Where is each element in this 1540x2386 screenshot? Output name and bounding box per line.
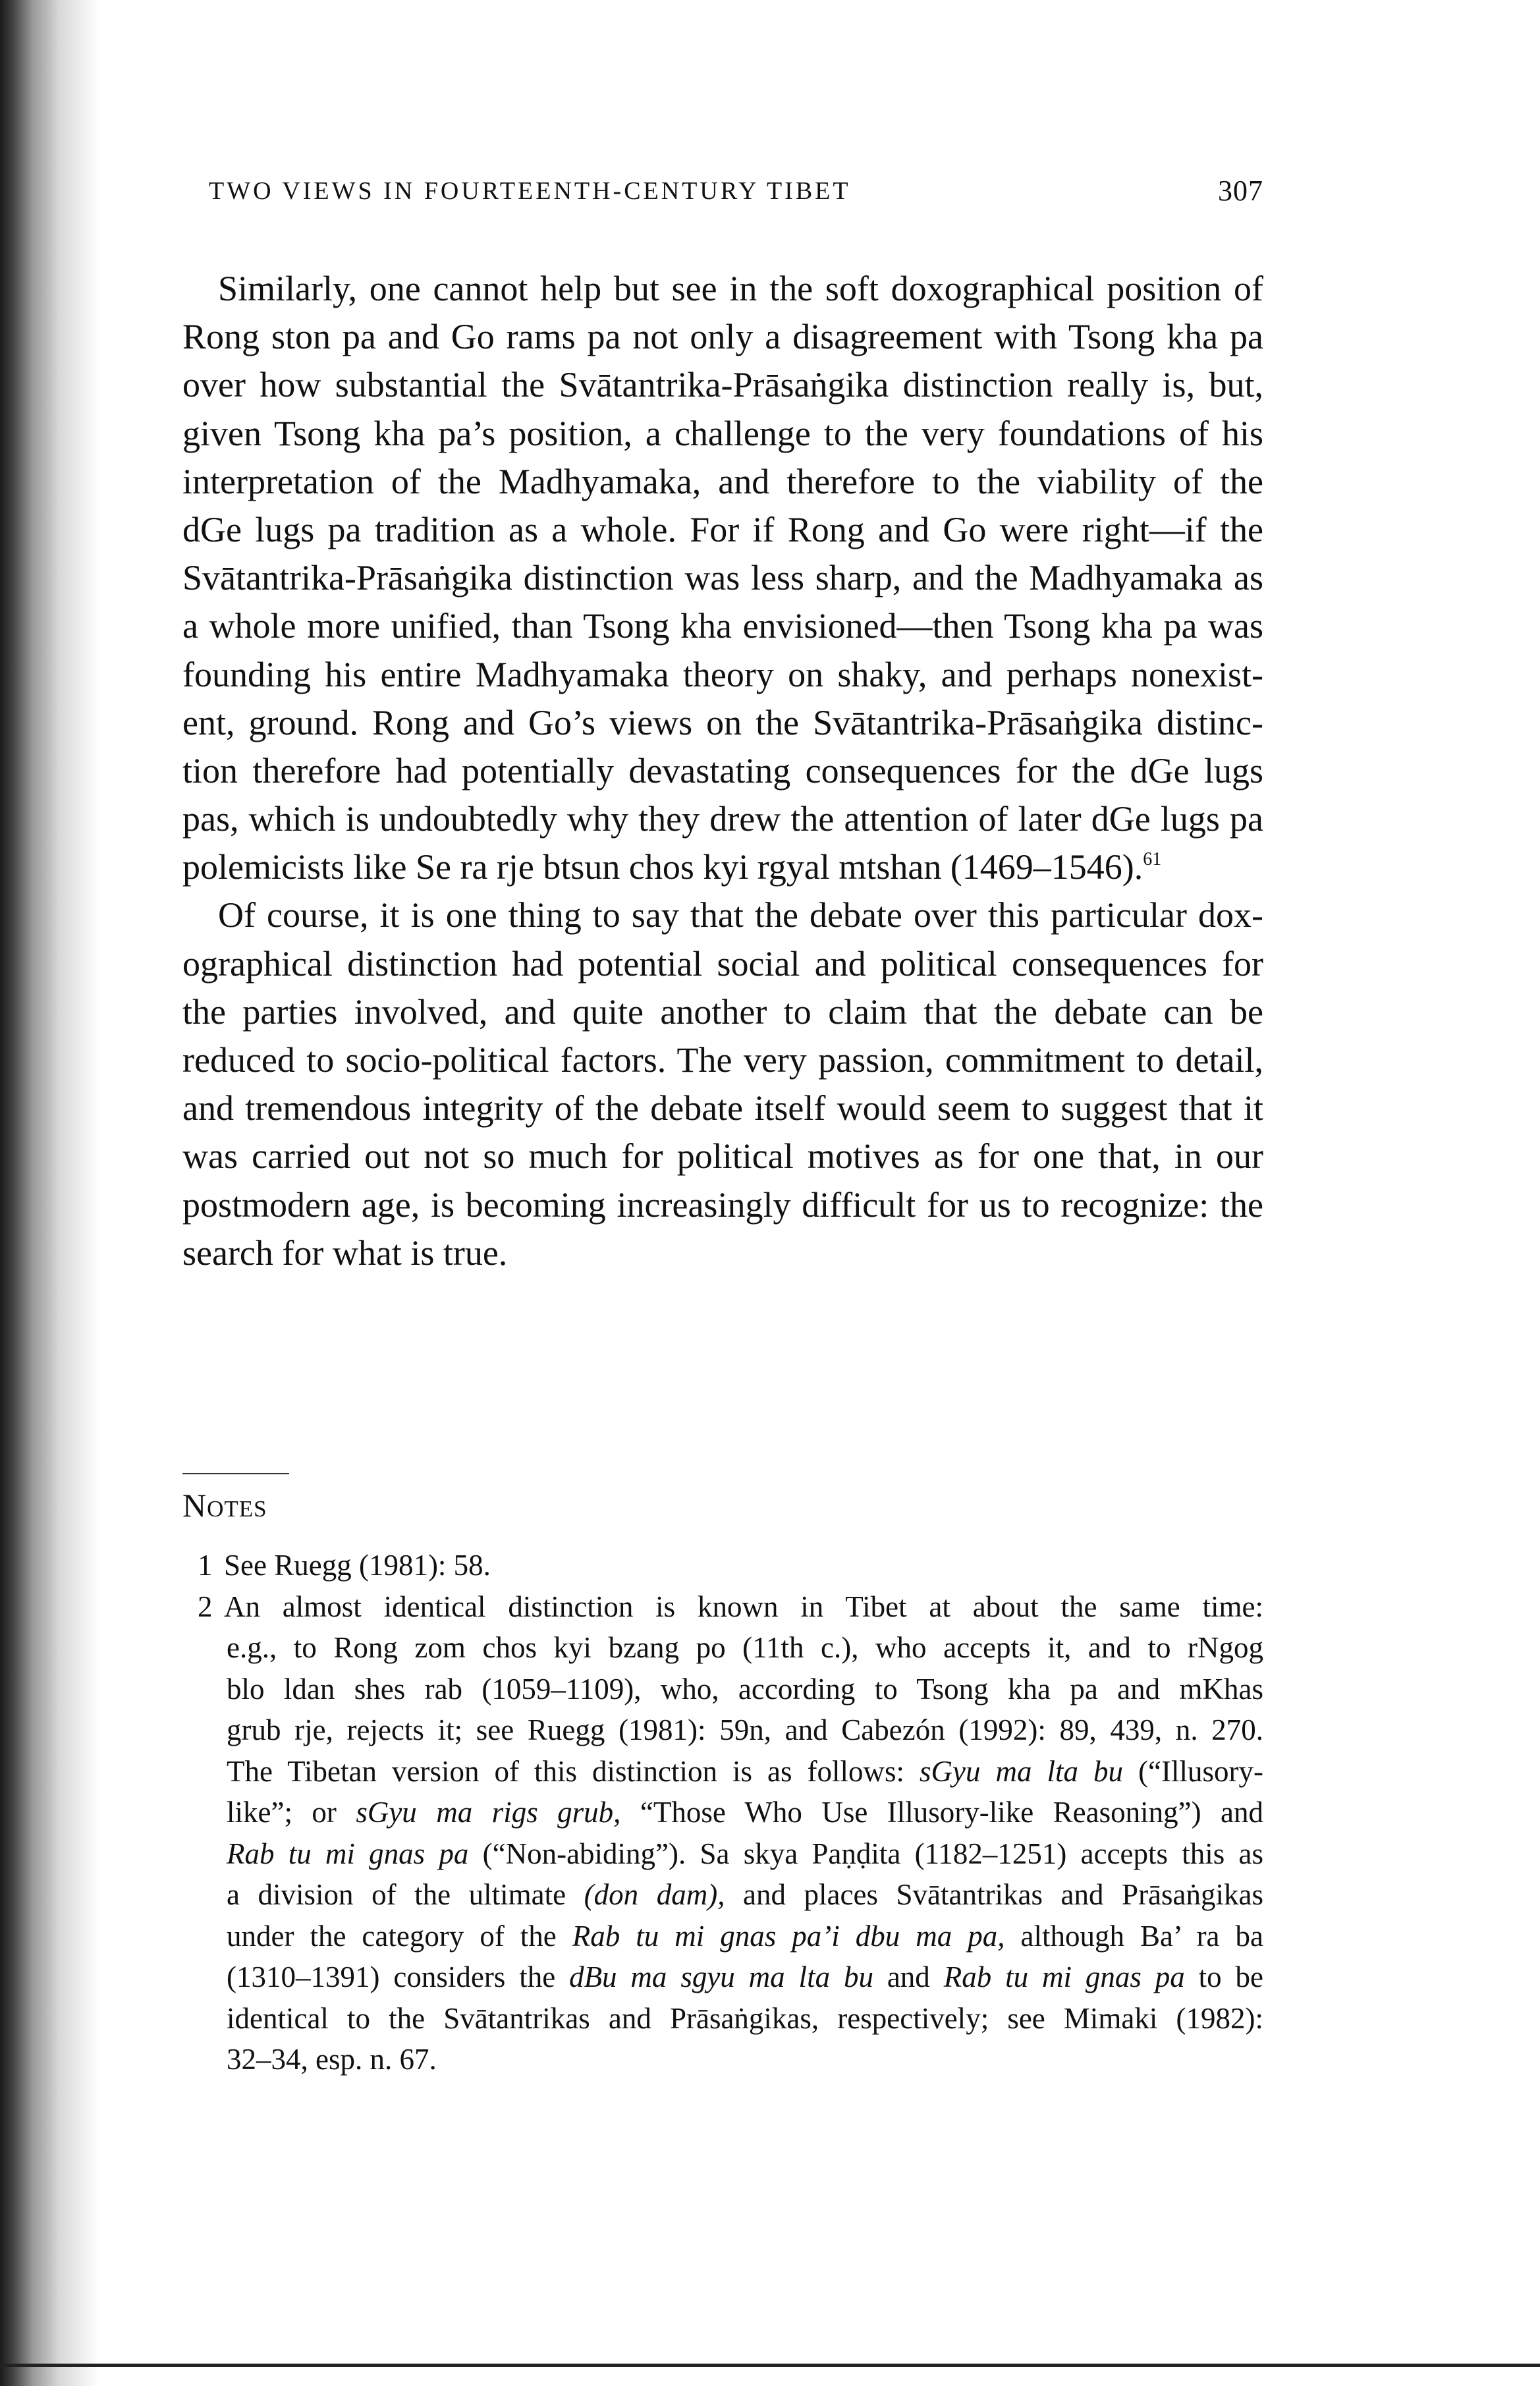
- footnote-line: [198, 1874, 1263, 1916]
- footnote-reference: 61: [1143, 849, 1162, 870]
- body-text: [182, 265, 1263, 1277]
- text-line: [182, 988, 1263, 1036]
- line-text: and tremendous integrity of the debate itself would seem to suggest that it: [182, 1088, 1263, 1128]
- line-text: a whole more unified, than Tsong kha envisioned—then Tsong kha pa was: [182, 606, 1263, 646]
- text-line: [182, 458, 1263, 506]
- notes-heading: Notes: [182, 1487, 267, 1524]
- text-line: [182, 1084, 1263, 1132]
- line-text: Rong ston pa and Go rams pa not only a disagreement with Tsong kha pa: [182, 317, 1263, 357]
- text-line: [182, 313, 1263, 361]
- italic-term: Rab tu mi gnas pa’i dbu ma pa,: [572, 1919, 1005, 1953]
- footnote-item: [198, 1545, 1263, 1586]
- line-text: pas, which is undoubtedly why they drew the attention of later dGe lugs pa: [182, 799, 1263, 839]
- footnote-text: (“Non-abiding”). Sa skya Paṇḍita (1182–1251) accepts this as: [468, 1837, 1263, 1870]
- footnote-line: [198, 1627, 1263, 1669]
- line-text: ent, ground. Rong and Go’s views on the Svātantrika-Prāsaṅgika distinc-: [182, 702, 1263, 742]
- line-text: ographical distinction had potential social and political consequences for: [182, 943, 1263, 984]
- footnote-line: [198, 1751, 1263, 1792]
- text-line: [182, 602, 1263, 650]
- line-text: tion therefore had potentially devastating consequences for the dGe lugs: [182, 750, 1263, 791]
- line-text: given Tsong kha pa’s position, a challenge to the very foundations of his: [182, 413, 1263, 453]
- footnote-text: like”; or: [227, 1796, 356, 1829]
- footnote-text: to be: [1184, 1960, 1263, 1993]
- line-text: Svātantrika-Prāsaṅgika distinction was less sharp, and the Madhyamaka as: [182, 558, 1263, 598]
- footnote-text: and places Svātantrikas and Prāsaṅgikas: [725, 1878, 1263, 1911]
- text-line: [182, 410, 1263, 458]
- line-text: dGe lugs pa tradition as a whole. For if Rong and Go were right—if the: [182, 509, 1263, 549]
- line-text: interpretation of the Madhyamaka, and therefore to the viability of the: [182, 461, 1263, 501]
- footnote-text: 32–34, esp. n. 67.: [227, 2043, 437, 2076]
- italic-term: sGyu ma lta bu: [920, 1754, 1124, 1788]
- footnote-text: See Ruegg (1981): 58.: [224, 1549, 491, 1582]
- text-line: [182, 891, 1263, 939]
- text-line: [182, 1036, 1263, 1084]
- scan-bottom-edge: [0, 2364, 1540, 2367]
- text-line: [182, 747, 1263, 795]
- line-text: the parties involved, and quite another to claim that the debate can be: [182, 991, 1263, 1032]
- text-line: [182, 361, 1263, 409]
- text-line: [182, 1181, 1263, 1229]
- page-number: 307: [1218, 175, 1263, 207]
- italic-term: dBu ma sgyu ma lta bu: [569, 1960, 873, 1993]
- line-text: Similarly, one cannot help but see in the soft doxographical position of: [218, 269, 1263, 308]
- text-line: [182, 843, 1263, 891]
- running-head-title: TWO VIEWS IN FOURTEENTH-CENTURY TIBET: [209, 177, 851, 205]
- line-text: postmodern age, is becoming increasingly difficult for us to recognize: the: [182, 1184, 1263, 1225]
- footnote-text: e.g., to Rong zom chos kyi bzang po (11th c.), who accepts it, and to rNgog: [227, 1631, 1263, 1664]
- paragraph: [182, 891, 1263, 1277]
- footnote-text: although Ba’ ra ba: [1004, 1919, 1263, 1953]
- footnote-line: [198, 1956, 1263, 1998]
- text-line: [182, 265, 1263, 313]
- text-line: [182, 940, 1263, 988]
- text-line: [182, 651, 1263, 699]
- text-line: [182, 795, 1263, 843]
- footnote-text: under the category of the: [227, 1919, 572, 1953]
- footnotes: [198, 1545, 1263, 2080]
- text-line: [182, 554, 1263, 602]
- text-line: [182, 506, 1263, 554]
- footnote-line: [198, 1998, 1263, 2039]
- text-line: [182, 699, 1263, 747]
- italic-term: sGyu ma rigs grub,: [356, 1796, 621, 1829]
- line-text: over how substantial the Svātantrika-Prāsaṅgika distinction really is, but,: [182, 365, 1263, 405]
- footnote-text: and: [873, 1960, 944, 1993]
- footnote-line: [198, 1586, 1263, 1628]
- italic-term: Rab tu mi gnas pa: [227, 1837, 469, 1870]
- footnote-text: a division of the ultimate: [227, 1878, 584, 1911]
- notes-divider: [182, 1473, 289, 1474]
- footnote-text: An almost identical distinction is known in Tibet at about the same time:: [224, 1590, 1263, 1623]
- footnote-item: [198, 1586, 1263, 2080]
- text-line: [182, 1132, 1263, 1180]
- footnote-line: [198, 1545, 1263, 1586]
- text-line: [182, 1229, 1263, 1277]
- italic-term: (don dam),: [584, 1878, 725, 1911]
- italic-term: Rab tu mi gnas pa: [943, 1960, 1185, 1993]
- footnote-line: [198, 1669, 1263, 1710]
- footnote-number: 2: [198, 1590, 213, 1623]
- line-text: reduced to socio-political factors. The very passion, commitment to detail,: [182, 1040, 1263, 1080]
- line-text: founding his entire Madhyamaka theory on shaky, and perhaps nonexist-: [182, 654, 1263, 694]
- footnote-line: [198, 1916, 1263, 1957]
- line-text: was carried out not so much for political motives as for one that, in our: [182, 1136, 1263, 1177]
- line-text: Of course, it is one thing to say that the debate over this particular dox-: [218, 895, 1263, 935]
- scan-edge-shadow: [0, 0, 99, 2386]
- footnote-text: identical to the Svātantrikas and Prāsaṅgikas, respectively; see Mimaki (1982):: [227, 2001, 1263, 2035]
- line-text: search for what is true.: [182, 1233, 508, 1273]
- line-text: polemicists like Se ra rje btsun chos kyi rgyal mtshan (1469–1546).: [182, 847, 1143, 887]
- footnote-text: “Those Who Use Illusory-like Reasoning”) and: [620, 1796, 1263, 1829]
- footnote-text: The Tibetan version of this distinction is as follows:: [227, 1754, 920, 1788]
- footnote-line: [198, 1709, 1263, 1751]
- footnote-text: (1310–1391) considers the: [227, 1960, 570, 1993]
- footnote-line: [198, 2039, 1263, 2080]
- footnote-line: [198, 1792, 1263, 1833]
- footnote-text: grub rje, rejects it; see Ruegg (1981): 59n, and Cabezón (1992): 89, 439, n. 270.: [227, 1713, 1263, 1746]
- paragraph: [182, 265, 1263, 891]
- footnote-text: blo ldan shes rab (1059–1109), who, according to Tsong kha pa and mKhas: [227, 1672, 1263, 1706]
- footnote-number: 1: [198, 1549, 213, 1582]
- footnote-text: (“Illusory-: [1123, 1754, 1264, 1788]
- footnote-line: [198, 1833, 1263, 1875]
